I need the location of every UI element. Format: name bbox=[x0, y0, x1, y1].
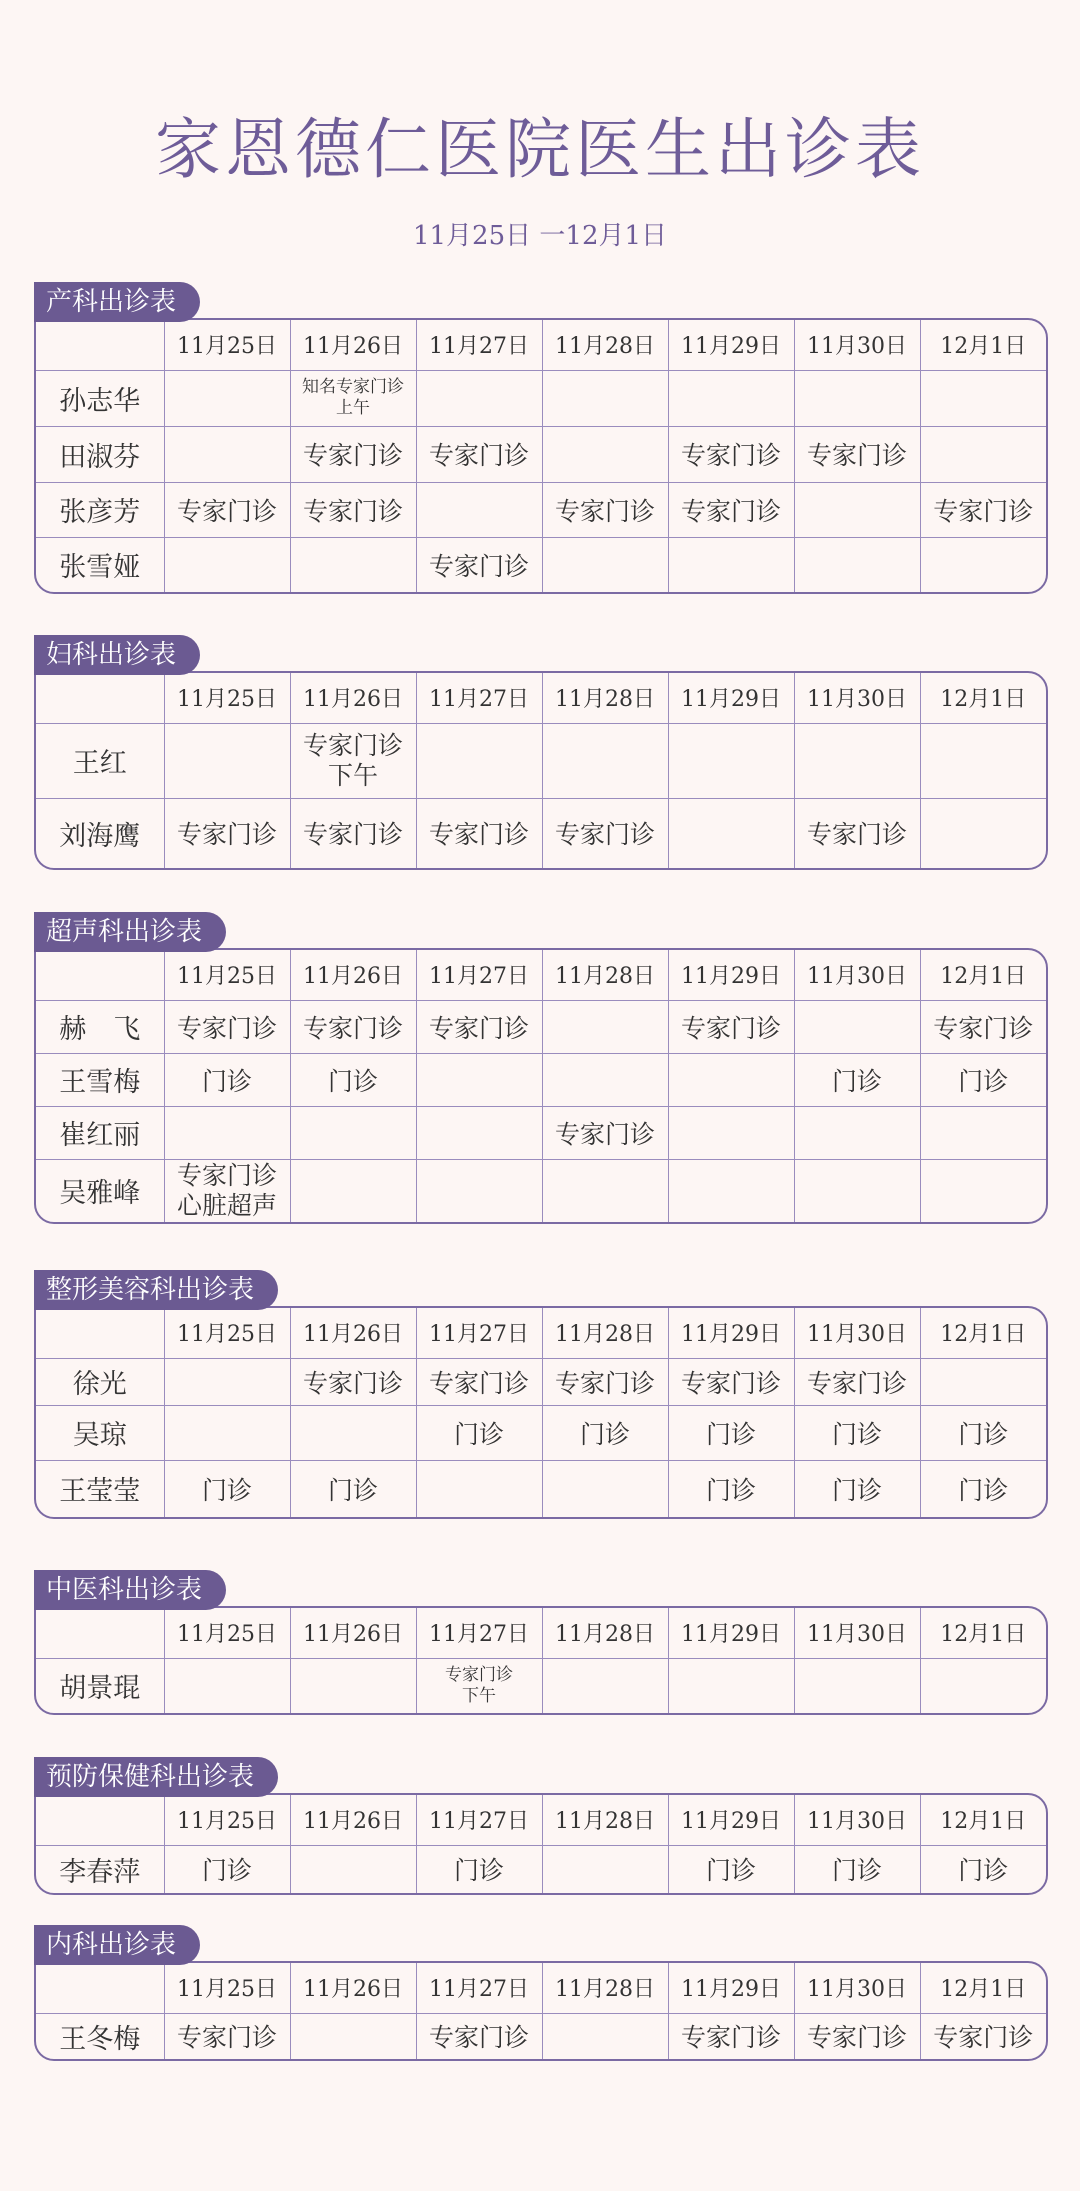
schedule-cell: 专家门诊 bbox=[668, 2013, 794, 2059]
schedule-cell: 专家门诊 bbox=[920, 1000, 1046, 1053]
table-row bbox=[36, 1000, 1046, 1053]
doctor-name: 徐光 bbox=[36, 1358, 164, 1405]
date-header: 11月29日 bbox=[668, 1795, 794, 1845]
table-row bbox=[36, 1405, 1046, 1460]
schedule-cell: 专家门诊 bbox=[164, 482, 290, 537]
schedule-cell: 专家门诊 bbox=[668, 1358, 794, 1405]
schedule-cell bbox=[794, 537, 920, 592]
date-header: 11月27日 bbox=[416, 1608, 542, 1658]
doctor-name: 胡景琨 bbox=[36, 1658, 164, 1713]
schedule-cell: 门诊 bbox=[416, 1405, 542, 1460]
schedule-cell: 专家门诊 bbox=[416, 537, 542, 592]
date-header: 12月1日 bbox=[920, 673, 1046, 723]
table-row bbox=[36, 1159, 1046, 1222]
schedule-cell bbox=[290, 1658, 416, 1713]
doctor-name: 崔红丽 bbox=[36, 1106, 164, 1159]
date-header: 11月30日 bbox=[794, 320, 920, 370]
schedule-cell: 专家门诊 bbox=[542, 1106, 668, 1159]
schedule-cell bbox=[542, 1053, 668, 1106]
date-header: 11月28日 bbox=[542, 320, 668, 370]
header-row bbox=[36, 320, 1046, 370]
schedule-cell: 专家门诊 bbox=[290, 426, 416, 482]
table-row bbox=[36, 1358, 1046, 1405]
schedule-table bbox=[34, 1606, 1048, 1715]
schedule-cell: 专家门诊 心脏超声 bbox=[164, 1159, 290, 1222]
date-header: 11月30日 bbox=[794, 950, 920, 1000]
header-row bbox=[36, 1795, 1046, 1845]
schedule-cell: 门诊 bbox=[164, 1053, 290, 1106]
corner-cell bbox=[36, 1308, 164, 1358]
table-row bbox=[36, 482, 1046, 537]
schedule-table bbox=[34, 1961, 1048, 2061]
schedule-cell: 专家门诊 bbox=[668, 426, 794, 482]
table-row bbox=[36, 2013, 1046, 2059]
date-header: 11月27日 bbox=[416, 673, 542, 723]
schedule-cell: 专家门诊 下午 bbox=[290, 723, 416, 798]
schedule-cell bbox=[542, 537, 668, 592]
date-header: 11月28日 bbox=[542, 1963, 668, 2013]
doctor-name: 张彦芳 bbox=[36, 482, 164, 537]
doctor-name: 刘海鹰 bbox=[36, 798, 164, 868]
schedule-cell bbox=[164, 1405, 290, 1460]
date-header: 11月29日 bbox=[668, 1963, 794, 2013]
schedule-cell bbox=[794, 723, 920, 798]
doctor-name: 孙志华 bbox=[36, 370, 164, 426]
schedule-cell: 专家门诊 bbox=[920, 482, 1046, 537]
doctor-name: 李春萍 bbox=[36, 1845, 164, 1893]
schedule-cell: 专家门诊 bbox=[416, 2013, 542, 2059]
date-header: 11月29日 bbox=[668, 950, 794, 1000]
schedule-cell: 专家门诊 bbox=[542, 482, 668, 537]
corner-cell bbox=[36, 950, 164, 1000]
schedule-cell: 专家门诊 bbox=[668, 1000, 794, 1053]
schedule-cell bbox=[542, 1845, 668, 1893]
corner-cell bbox=[36, 1795, 164, 1845]
schedule-cell bbox=[542, 723, 668, 798]
schedule-cell bbox=[794, 1000, 920, 1053]
schedule-cell: 专家门诊 bbox=[416, 426, 542, 482]
doctor-name: 王雪梅 bbox=[36, 1053, 164, 1106]
doctor-name: 吴琼 bbox=[36, 1405, 164, 1460]
doctor-name: 吴雅峰 bbox=[36, 1159, 164, 1222]
date-header: 11月26日 bbox=[290, 1308, 416, 1358]
section-title: 超声科出诊表 bbox=[34, 912, 226, 952]
date-header: 11月29日 bbox=[668, 1308, 794, 1358]
schedule-cell bbox=[920, 1358, 1046, 1405]
date-header: 12月1日 bbox=[920, 1608, 1046, 1658]
schedule-cell: 专家门诊 bbox=[290, 482, 416, 537]
date-header: 11月26日 bbox=[290, 1608, 416, 1658]
schedule-cell bbox=[416, 1159, 542, 1222]
corner-cell bbox=[36, 1608, 164, 1658]
schedule-cell: 门诊 bbox=[290, 1053, 416, 1106]
schedule-cell bbox=[416, 370, 542, 426]
schedule-cell bbox=[416, 1106, 542, 1159]
schedule-cell: 专家门诊 bbox=[290, 798, 416, 868]
date-header: 11月28日 bbox=[542, 673, 668, 723]
header-row bbox=[36, 673, 1046, 723]
table-row bbox=[36, 1106, 1046, 1159]
schedule-cell bbox=[668, 537, 794, 592]
date-header: 11月29日 bbox=[668, 673, 794, 723]
schedule-cell: 知名专家门诊 上午 bbox=[290, 370, 416, 426]
schedule-cell bbox=[794, 370, 920, 426]
section-title: 整形美容科出诊表 bbox=[34, 1270, 278, 1310]
schedule-cell: 门诊 bbox=[958, 1475, 1009, 1505]
schedule-cell bbox=[668, 370, 794, 426]
date-header: 11月27日 bbox=[416, 1308, 542, 1358]
schedule-cell: 专家门诊 bbox=[164, 1000, 290, 1053]
page-title: 家恩德仁医院医生出诊表 bbox=[155, 111, 925, 188]
table-row bbox=[36, 1845, 1046, 1893]
date-header: 11月26日 bbox=[290, 1795, 416, 1845]
schedule-cell bbox=[920, 1159, 1046, 1222]
schedule-cell bbox=[290, 1845, 416, 1893]
schedule-cell: 专家门诊 下午 bbox=[416, 1658, 542, 1713]
corner-cell bbox=[36, 320, 164, 370]
schedule-cell bbox=[542, 1658, 668, 1713]
header-row bbox=[36, 1608, 1046, 1658]
schedule-cell: 专家门诊 bbox=[416, 1358, 542, 1405]
schedule-cell: 专家门诊 bbox=[416, 798, 542, 868]
schedule-cell bbox=[164, 537, 290, 592]
schedule-cell bbox=[794, 1159, 920, 1222]
date-header: 11月26日 bbox=[290, 1963, 416, 2013]
table-row bbox=[36, 798, 1046, 868]
schedule-cell bbox=[290, 1405, 416, 1460]
schedule-table bbox=[34, 671, 1048, 870]
table-row bbox=[36, 1460, 1046, 1517]
date-header: 11月25日 bbox=[164, 1308, 290, 1358]
date-header: 11月25日 bbox=[164, 1608, 290, 1658]
schedule-cell bbox=[794, 1106, 920, 1159]
schedule-cell: 专家门诊 bbox=[933, 2023, 1034, 2053]
corner-cell bbox=[36, 673, 164, 723]
date-header: 11月27日 bbox=[416, 1795, 542, 1845]
date-header: 11月29日 bbox=[668, 1608, 794, 1658]
date-header: 11月25日 bbox=[164, 320, 290, 370]
date-header: 11月25日 bbox=[164, 1963, 290, 2013]
date-header: 12月1日 bbox=[920, 950, 1046, 1000]
date-header: 11月28日 bbox=[542, 1608, 668, 1658]
doctor-name: 王莹莹 bbox=[36, 1460, 164, 1517]
schedule-cell: 门诊 bbox=[164, 1460, 290, 1517]
date-header: 11月29日 bbox=[668, 320, 794, 370]
schedule-cell bbox=[920, 1658, 1046, 1713]
schedule-cell: 门诊 bbox=[794, 1460, 920, 1517]
date-header: 12月1日 bbox=[920, 320, 1046, 370]
schedule-cell bbox=[290, 1106, 416, 1159]
schedule-cell: 门诊 bbox=[794, 1845, 920, 1893]
schedule-cell: 门诊 bbox=[958, 1856, 1009, 1886]
schedule-cell bbox=[668, 1053, 794, 1106]
date-header: 11月26日 bbox=[290, 320, 416, 370]
schedule-cell bbox=[920, 798, 1046, 868]
schedule-cell bbox=[416, 723, 542, 798]
schedule-cell bbox=[290, 2013, 416, 2059]
schedule-cell: 专家门诊 bbox=[542, 1358, 668, 1405]
schedule-cell bbox=[164, 723, 290, 798]
schedule-cell: 门诊 bbox=[920, 1405, 1046, 1460]
schedule-cell: 门诊 bbox=[794, 1405, 920, 1460]
schedule-cell bbox=[794, 1658, 920, 1713]
schedule-cell bbox=[920, 537, 1046, 592]
section-title: 内科出诊表 bbox=[34, 1925, 200, 1965]
date-header: 11月30日 bbox=[794, 1963, 920, 2013]
schedule-cell bbox=[542, 370, 668, 426]
date-header: 11月25日 bbox=[164, 673, 290, 723]
schedule-cell: 门诊 bbox=[164, 1845, 290, 1893]
schedule-cell: 门诊 bbox=[794, 1053, 920, 1106]
doctor-name: 田淑芬 bbox=[36, 426, 164, 482]
date-header: 11月27日 bbox=[416, 1963, 542, 2013]
schedule-cell: 门诊 bbox=[668, 1460, 794, 1517]
table-row bbox=[36, 537, 1046, 592]
schedule-cell bbox=[416, 1053, 542, 1106]
schedule-cell: 专家门诊 bbox=[794, 426, 920, 482]
schedule-table bbox=[34, 1793, 1048, 1895]
schedule-cell bbox=[794, 482, 920, 537]
schedule-cell: 专家门诊 bbox=[290, 1358, 416, 1405]
date-header: 11月28日 bbox=[542, 1795, 668, 1845]
schedule-cell: 专家门诊 bbox=[794, 1358, 920, 1405]
doctor-name: 王红 bbox=[36, 723, 164, 798]
schedule-cell: 专家门诊 bbox=[542, 798, 668, 868]
schedule-cell: 专家门诊 bbox=[668, 482, 794, 537]
date-header: 11月28日 bbox=[542, 1308, 668, 1358]
schedule-cell: 专家门诊 bbox=[416, 1000, 542, 1053]
schedule-cell: 门诊 bbox=[290, 1460, 416, 1517]
date-header: 11月30日 bbox=[794, 1308, 920, 1358]
schedule-cell: 门诊 bbox=[668, 1405, 794, 1460]
schedule-cell bbox=[668, 1658, 794, 1713]
schedule-cell: 专家门诊 bbox=[794, 798, 920, 868]
schedule-cell bbox=[920, 1106, 1046, 1159]
schedule-table bbox=[34, 318, 1048, 594]
schedule-table bbox=[34, 948, 1048, 1224]
table-row bbox=[36, 426, 1046, 482]
doctor-name: 张雪娅 bbox=[36, 537, 164, 592]
schedule-cell bbox=[668, 798, 794, 868]
schedule-cell: 专家门诊 bbox=[164, 798, 290, 868]
table-row bbox=[36, 370, 1046, 426]
schedule-cell bbox=[290, 1159, 416, 1222]
date-header: 12月1日 bbox=[920, 1963, 1046, 2013]
schedule-cell bbox=[920, 426, 1046, 482]
date-header: 11月25日 bbox=[164, 950, 290, 1000]
schedule-cell bbox=[542, 426, 668, 482]
schedule-cell bbox=[542, 1159, 668, 1222]
schedule-cell: 门诊 bbox=[920, 1053, 1046, 1106]
schedule-cell bbox=[542, 1460, 668, 1517]
schedule-cell: 门诊 bbox=[542, 1405, 668, 1460]
date-header: 11月30日 bbox=[794, 1608, 920, 1658]
date-header: 11月25日 bbox=[164, 1795, 290, 1845]
schedule-cell bbox=[668, 723, 794, 798]
section-title: 中医科出诊表 bbox=[34, 1570, 226, 1610]
schedule-cell bbox=[668, 1159, 794, 1222]
section-title: 预防保健科出诊表 bbox=[34, 1757, 278, 1797]
header-row bbox=[36, 950, 1046, 1000]
doctor-name: 赫 飞 bbox=[36, 1000, 164, 1053]
schedule-cell bbox=[416, 1460, 542, 1517]
table-row bbox=[36, 1658, 1046, 1713]
date-header: 12月1日 bbox=[920, 1795, 1046, 1845]
date-header: 11月27日 bbox=[416, 320, 542, 370]
date-range: 11月25日 一12月1日 bbox=[412, 221, 668, 251]
schedule-cell bbox=[542, 2013, 668, 2059]
schedule-cell bbox=[542, 1000, 668, 1053]
doctor-name: 王冬梅 bbox=[36, 2013, 164, 2059]
schedule-cell: 门诊 bbox=[668, 1845, 794, 1893]
schedule-cell bbox=[416, 482, 542, 537]
schedule-cell bbox=[920, 723, 1046, 798]
schedule-cell bbox=[164, 1358, 290, 1405]
schedule-cell bbox=[290, 537, 416, 592]
schedule-cell bbox=[164, 1658, 290, 1713]
date-header: 11月27日 bbox=[416, 950, 542, 1000]
section-title: 妇科出诊表 bbox=[34, 635, 200, 675]
corner-cell bbox=[36, 1963, 164, 2013]
date-header: 12月1日 bbox=[920, 1308, 1046, 1358]
schedule-cell bbox=[164, 370, 290, 426]
date-header: 11月26日 bbox=[290, 950, 416, 1000]
date-header: 11月28日 bbox=[542, 950, 668, 1000]
header-row bbox=[36, 1308, 1046, 1358]
schedule-cell: 专家门诊 bbox=[290, 1000, 416, 1053]
schedule-cell: 专家门诊 bbox=[794, 2013, 920, 2059]
header-row bbox=[36, 1963, 1046, 2013]
schedule-table bbox=[34, 1306, 1048, 1519]
schedule-cell: 专家门诊 bbox=[164, 2013, 290, 2059]
section-title: 产科出诊表 bbox=[34, 282, 200, 322]
schedule-cell bbox=[164, 1106, 290, 1159]
table-row bbox=[36, 723, 1046, 798]
date-header: 11月30日 bbox=[794, 673, 920, 723]
schedule-cell: 门诊 bbox=[416, 1845, 542, 1893]
schedule-cell bbox=[920, 370, 1046, 426]
schedule-cell bbox=[164, 426, 290, 482]
date-header: 11月26日 bbox=[290, 673, 416, 723]
schedule-cell bbox=[668, 1106, 794, 1159]
date-header: 11月30日 bbox=[794, 1795, 920, 1845]
table-row bbox=[36, 1053, 1046, 1106]
